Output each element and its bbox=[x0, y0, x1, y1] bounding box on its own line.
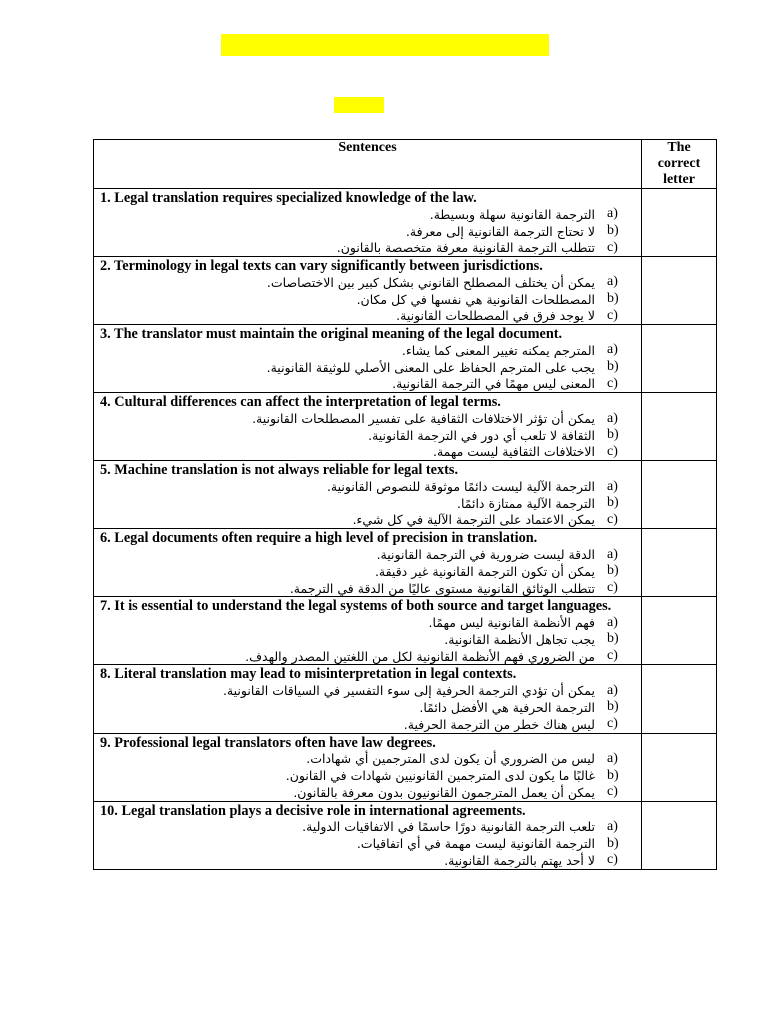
option-text: الترجمة الحرفية هي الأفضل دائمًا. bbox=[419, 699, 595, 715]
option-letter: b) bbox=[607, 495, 619, 511]
option-text: لا تحتاج الترجمة القانونية إلى معرفة. bbox=[405, 223, 595, 239]
option-letter: a) bbox=[607, 546, 618, 562]
answer-option bbox=[94, 359, 641, 376]
title-highlight-bar bbox=[221, 34, 549, 56]
answer-option bbox=[94, 751, 641, 768]
header-correct-letter bbox=[642, 140, 717, 189]
option-letter: c) bbox=[607, 716, 618, 732]
option-text: من الضروري فهم الأنظمة القانونية لكل من اللغتين المصدر والهدف. bbox=[245, 648, 595, 664]
header-answer-line: letter bbox=[663, 172, 695, 187]
answer-option bbox=[94, 274, 641, 291]
answer-option bbox=[94, 376, 641, 393]
option-text: فهم الأنظمة القانونية ليس مهمًا. bbox=[428, 615, 595, 631]
question-text: 5. Machine translation is not always reliable for legal texts. bbox=[100, 462, 459, 479]
question-cell bbox=[94, 257, 642, 325]
option-text: يمكن الاعتماد على الترجمة الآلية في كل شيء. bbox=[352, 512, 595, 528]
option-text: الاختلافات الثقافية ليست مهمة. bbox=[432, 444, 595, 460]
question-cell bbox=[94, 597, 642, 665]
answer-option bbox=[94, 819, 641, 836]
question-text: 1. Legal translation requires specialized knowledge of the law. bbox=[100, 190, 477, 206]
option-text: تتطلب الترجمة القانونية معرفة متخصصة بالقانون. bbox=[336, 240, 595, 256]
question-text: 8. Literal translation may lead to misinterpretation in legal contexts. bbox=[100, 666, 517, 683]
answer-option bbox=[94, 614, 641, 631]
question-cell bbox=[94, 733, 642, 801]
header-answer-line: correct bbox=[657, 156, 701, 171]
option-letter: c) bbox=[607, 443, 618, 459]
question-cell bbox=[94, 801, 642, 869]
option-letter: a) bbox=[607, 206, 618, 222]
answer-option bbox=[94, 427, 641, 444]
option-text: الثقافة لا تلعب أي دور في الترجمة القانونية. bbox=[368, 427, 595, 443]
answer-option bbox=[94, 580, 641, 597]
option-letter: a) bbox=[607, 750, 618, 766]
option-letter: c) bbox=[607, 375, 618, 391]
option-text: تتطلب الوثائق القانونية مستوى عاليًا من الدقة في الترجمة. bbox=[289, 580, 595, 596]
answer-option bbox=[94, 307, 641, 324]
question-row bbox=[94, 665, 717, 733]
answer-letter-cell[interactable] bbox=[642, 461, 717, 529]
option-letter: b) bbox=[607, 291, 619, 307]
question-row bbox=[94, 597, 717, 665]
answer-option bbox=[94, 546, 641, 563]
answer-letter-cell[interactable] bbox=[642, 325, 717, 393]
answer-letter-cell[interactable] bbox=[642, 597, 717, 665]
option-text: ليس من الضروري أن يكون لدى المترجمين أي شهادات. bbox=[306, 751, 595, 767]
answer-option bbox=[94, 291, 641, 308]
answer-option bbox=[94, 223, 641, 240]
option-text: الترجمة الآلية ليست دائمًا موثوقة للنصوص القانونية. bbox=[326, 479, 595, 495]
question-cell bbox=[94, 393, 642, 461]
answer-option bbox=[94, 767, 641, 784]
question-row bbox=[94, 393, 717, 461]
answer-letter-cell[interactable] bbox=[642, 257, 717, 325]
answer-option bbox=[94, 852, 641, 869]
header-sentences: Sentences bbox=[94, 140, 642, 189]
answer-letter-cell[interactable] bbox=[642, 801, 717, 869]
question-row bbox=[94, 461, 717, 529]
answer-option bbox=[94, 512, 641, 529]
option-letter: b) bbox=[607, 835, 619, 851]
option-text: يمكن أن يعمل المترجمون القانونيون بدون معرفة بالقانون. bbox=[293, 784, 595, 800]
option-letter: b) bbox=[607, 359, 619, 375]
option-letter: b) bbox=[607, 427, 619, 443]
table-header-row bbox=[94, 140, 717, 189]
question-text: 7. It is essential to understand the legal systems of both source and target languages. bbox=[100, 598, 612, 615]
option-text: يمكن أن تكون الترجمة القانونية غير دقيقة. bbox=[374, 563, 595, 579]
option-text: يمكن أن تؤثر الاختلافات الثقافية على تفسير المصطلحات القانونية. bbox=[252, 411, 595, 427]
answer-option bbox=[94, 716, 641, 733]
question-row bbox=[94, 257, 717, 325]
answer-letter-cell[interactable] bbox=[642, 733, 717, 801]
option-text: الدقة ليست ضرورية في الترجمة القانونية. bbox=[376, 547, 595, 563]
question-text: 9. Professional legal translators often have law degrees. bbox=[100, 734, 436, 751]
option-letter: c) bbox=[607, 307, 618, 323]
question-text: 6. Legal documents often require a high level of precision in translation. bbox=[100, 530, 538, 547]
question-row bbox=[94, 529, 717, 597]
option-text: لا أحد يهتم بالترجمة القانونية. bbox=[444, 852, 595, 868]
option-letter: a) bbox=[607, 410, 618, 426]
answer-letter-cell[interactable] bbox=[642, 393, 717, 461]
answer-option bbox=[94, 784, 641, 801]
header-answer-line: The bbox=[667, 140, 691, 155]
question-table bbox=[93, 139, 717, 870]
answer-option bbox=[94, 239, 641, 256]
answer-letter-cell[interactable] bbox=[642, 665, 717, 733]
option-letter: c) bbox=[607, 511, 618, 527]
option-letter: b) bbox=[607, 699, 619, 715]
answer-option bbox=[94, 682, 641, 699]
question-text: 3. The translator must maintain the original meaning of the legal document. bbox=[100, 326, 563, 343]
question-row bbox=[94, 801, 717, 869]
question-cell bbox=[94, 325, 642, 393]
option-text: تلعب الترجمة القانونية دورًا حاسمًا في الاتفاقيات الدولية. bbox=[302, 819, 595, 835]
answer-option bbox=[94, 410, 641, 427]
option-letter: c) bbox=[607, 784, 618, 800]
question-text: 4. Cultural differences can affect the interpretation of legal terms. bbox=[100, 394, 501, 411]
question-row bbox=[94, 325, 717, 393]
answer-option bbox=[94, 648, 641, 665]
question-cell bbox=[94, 665, 642, 733]
option-letter: b) bbox=[607, 563, 619, 579]
option-text: يمكن أن يختلف المصطلح القانوني بشكل كبير بين الاختصاصات. bbox=[266, 274, 595, 290]
option-letter: b) bbox=[607, 631, 619, 647]
answer-option bbox=[94, 342, 641, 359]
answer-letter-cell[interactable] bbox=[642, 529, 717, 597]
question-text: 2. Terminology in legal texts can vary significantly between jurisdictions. bbox=[100, 258, 543, 275]
option-text: الترجمة القانونية سهلة وبسيطة. bbox=[429, 206, 595, 222]
option-letter: a) bbox=[607, 274, 618, 290]
option-text: المصطلحات القانونية هي نفسها في كل مكان. bbox=[356, 291, 595, 307]
question-cell bbox=[94, 189, 642, 257]
answer-letter-cell[interactable] bbox=[642, 189, 717, 257]
subtitle-highlight-bar bbox=[334, 97, 384, 113]
option-text: ليس هناك خطر من الترجمة الحرفية. bbox=[403, 716, 595, 732]
option-text: الترجمة الآلية ممتازة دائمًا. bbox=[456, 495, 595, 511]
option-letter: c) bbox=[607, 580, 618, 596]
option-text: المعنى ليس مهمًا في الترجمة القانونية. bbox=[392, 376, 595, 392]
option-letter: c) bbox=[607, 239, 618, 255]
answer-option bbox=[94, 563, 641, 580]
option-text: يمكن أن تؤدي الترجمة الحرفية إلى سوء التفسير في السياقات القانونية. bbox=[222, 683, 595, 699]
answer-option bbox=[94, 631, 641, 648]
option-text: لا يوجد فرق في المصطلحات القانونية. bbox=[396, 308, 595, 324]
option-letter: a) bbox=[607, 614, 618, 630]
answer-option bbox=[94, 699, 641, 716]
answer-option bbox=[94, 835, 641, 852]
option-text: يجب على المترجم الحفاظ على المعنى الأصلي للوثيقة القانونية. bbox=[266, 359, 595, 375]
option-letter: c) bbox=[607, 852, 618, 868]
answer-option bbox=[94, 444, 641, 461]
question-rows bbox=[94, 189, 717, 870]
option-letter: b) bbox=[607, 767, 619, 783]
option-text: يجب تجاهل الأنظمة القانونية. bbox=[444, 631, 595, 647]
answer-option bbox=[94, 495, 641, 512]
option-text: الترجمة القانونية ليست مهمة في أي اتفاقيات. bbox=[356, 836, 595, 852]
answer-option bbox=[94, 206, 641, 223]
option-letter: a) bbox=[607, 818, 618, 834]
option-letter: a) bbox=[607, 478, 618, 494]
question-cell bbox=[94, 529, 642, 597]
option-letter: a) bbox=[607, 682, 618, 698]
option-text: المترجم يمكنه تغيير المعنى كما يشاء. bbox=[401, 342, 595, 358]
answer-option bbox=[94, 478, 641, 495]
question-row bbox=[94, 189, 717, 257]
question-text: 10. Legal translation plays a decisive role in international agreements. bbox=[100, 802, 526, 819]
question-cell bbox=[94, 461, 642, 529]
option-text: غالبًا ما يكون لدى المترجمين القانونيين شهادات في القانون. bbox=[285, 768, 595, 784]
option-letter: b) bbox=[607, 223, 619, 239]
option-letter: a) bbox=[607, 342, 618, 358]
option-letter: c) bbox=[607, 648, 618, 664]
question-row bbox=[94, 733, 717, 801]
